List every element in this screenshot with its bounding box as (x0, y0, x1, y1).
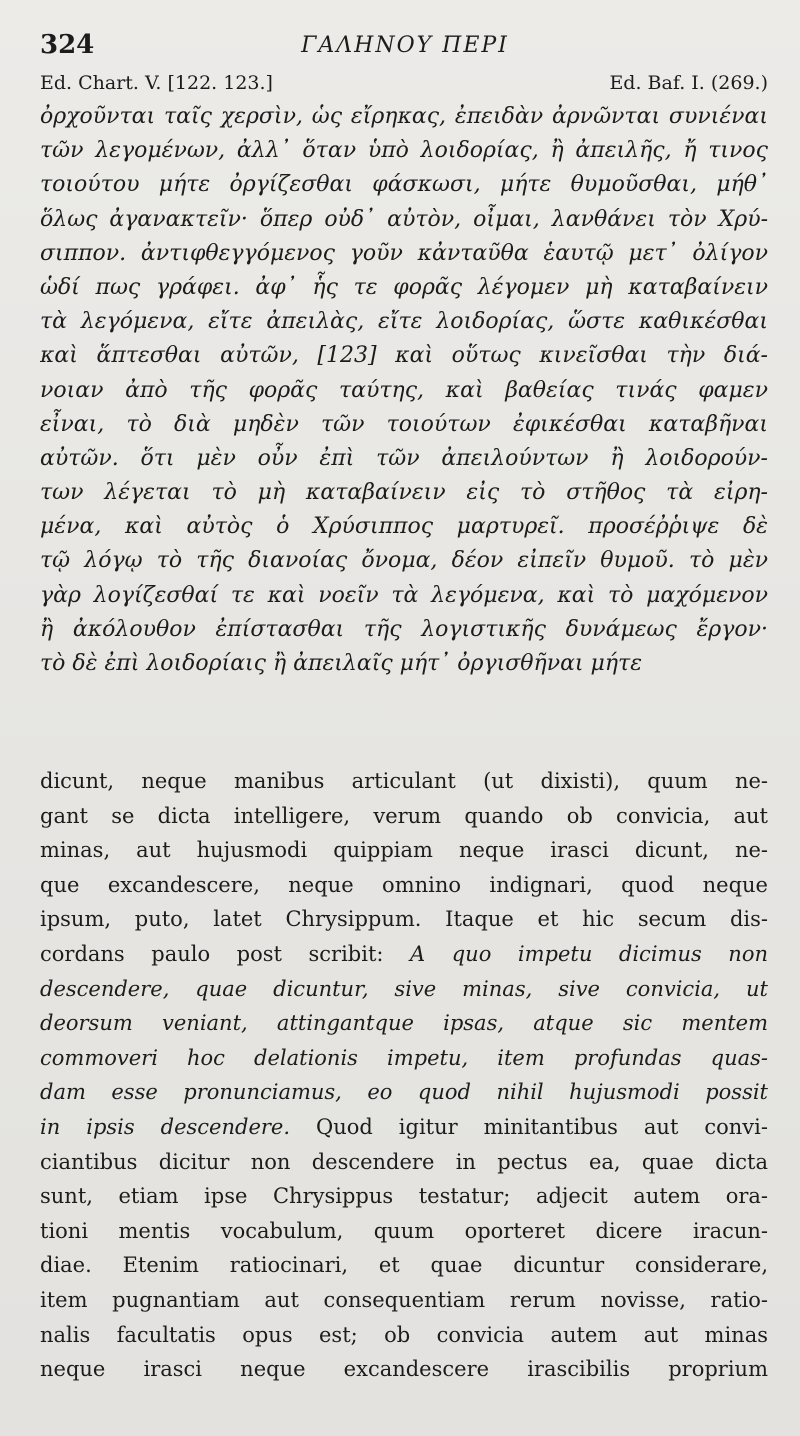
greek-line: μένα, καὶ αὐτὸς ὁ Χρύσιππος μαρτυρεῖ. προσέῤῥιψε δὲ (40, 514, 768, 540)
running-head: ΓΑΛΗΝΟΥ ΠΕΡΙ (301, 33, 509, 58)
latin-text: minas, aut hujusmodi quippiam neque irasci dicunt, ne- (40, 838, 768, 863)
latin-quotation: commoveri hoc delationis impetu, item profundas quas- (40, 1045, 768, 1070)
greek-line: τοιούτου μήτε ὀργίζεσθαι φάσκωσι, μήτε θυμοῦσθαι, μήθ᾽ (40, 172, 768, 198)
greek-line: καὶ ἅπτεσθαι αὐτῶν, [123] καὶ οὕτως κινεῖσθαι τὴν διά- (40, 343, 768, 369)
latin-line (40, 1041, 768, 1076)
latin-line (40, 833, 768, 868)
latin-quotation: dam esse pronunciamus, eo quod nihil hujusmodi possit (40, 1080, 768, 1105)
greek-line: εἶναι, τὸ διὰ μηδὲν τῶν τοιούτων ἐφικέσθαι καταβῆναι (40, 411, 768, 437)
greek-text (40, 100, 768, 681)
latin-quotation: deorsum veniant, attingantque ipsas, atque sic mentem (40, 1011, 768, 1036)
latin-line (40, 1145, 768, 1180)
greek-line: ὅλως ἀγανακτεῖν· ὅπερ οὐδ᾽ αὐτὸν, οἶμαι, λανθάνει τὸν Χρύ- (40, 206, 768, 232)
latin-text: Quod igitur minitantibus aut convi- (290, 1114, 768, 1139)
greek-line: ὡδί πως γράφει. ἀφ᾽ ἧς τε φορᾶς λέγομεν μὴ καταβαίνειν (40, 274, 768, 300)
latin-text: gant se dicta intelligere, verum quando ob convicia, aut (40, 803, 768, 828)
latin-quotation: A quo impetu dicimus non (410, 941, 768, 966)
latin-line (40, 1006, 768, 1041)
greek-line: ἢ ἀκόλουθον ἐπίστασθαι τῆς λογιστικῆς δυνάμεως ἔργον· (40, 616, 768, 642)
latin-text: ciantibus dicitur non descendere in pectus ea, quae dicta (40, 1149, 768, 1174)
latin-text: sunt, etiam ipse Chrysippus testatur; adjecit autem ora- (40, 1184, 768, 1209)
greek-line: τὸ δὲ ἐπὶ λοιδορίαις ἢ ἀπειλαῖς μήτ᾽ ὀργισθῆναι μήτε (40, 651, 643, 676)
latin-line (40, 1283, 768, 1318)
latin-text: ipsum, puto, latet Chrysippum. Itaque et hic secum dis- (40, 907, 768, 932)
latin-line (40, 764, 768, 799)
greek-line: τὰ λεγόμενα, εἴτε ἀπειλὰς, εἴτε λοιδορίας, ὥστε καθικέσθαι (40, 309, 768, 335)
greek-line: των λέγεται τὸ μὴ καταβαίνειν εἰς τὸ στῆθος τὰ εἰρη- (40, 480, 768, 506)
latin-text: nalis facultatis opus est; ob convicia autem aut minas (40, 1322, 768, 1347)
latin-line (40, 937, 768, 972)
latin-text: cordans paulo post scribit: (40, 941, 411, 966)
greek-line: σιππον. ἀντιφθεγγόμενος γοῦν κἀνταῦθα ἑαυτῷ μετ᾽ ὀλίγον (40, 240, 768, 266)
edition-references (40, 72, 768, 98)
latin-line (40, 1075, 768, 1110)
latin-text: tioni mentis vocabulum, quum oporteret dicere iracun- (40, 1218, 768, 1243)
latin-text: que excandescere, neque omnino indignari, quod neque (40, 872, 768, 897)
latin-line (40, 799, 768, 834)
greek-line: αὐτῶν. ὅτι μὲν οὖν ἐπὶ τῶν ἀπειλούντων ἢ λοιδορούν- (40, 445, 768, 471)
latin-line (40, 972, 768, 1007)
latin-quotation: descendere, quae dicuntur, sive minas, sive convicia, ut (40, 976, 768, 1001)
latin-text: diae. Etenim ratiocinari, et quae dicuntur considerare, (40, 1253, 768, 1278)
latin-translation (40, 764, 768, 1387)
latin-line (40, 902, 768, 937)
latin-quotation: in ipsis descendere. (40, 1114, 291, 1139)
latin-line (40, 1248, 768, 1283)
latin-line (40, 1352, 768, 1387)
latin-line (40, 868, 768, 903)
latin-line (40, 1179, 768, 1214)
latin-line (40, 1318, 768, 1353)
edition-reference-basel: Ed. Baf. I. (269.) (609, 72, 768, 94)
greek-line: ὀρχοῦνται ταῖς χερσὶν, ὡς εἴρηκας, ἐπειδὰν ἀρνῶνται συνιέναι (40, 104, 768, 129)
latin-text: dicunt, neque manibus articulant (ut dixisti), quum ne- (40, 769, 768, 793)
latin-text: neque irasci neque excandescere irascibilis proprium (40, 1357, 768, 1382)
latin-text: item pugnantiam aut consequentiam rerum novisse, ratio- (40, 1287, 768, 1312)
greek-line: νοιαν ἀπὸ τῆς φορᾶς ταύτης, καὶ βαθείας τινάς φαμεν (40, 377, 768, 403)
greek-line: τῷ λόγῳ τὸ τῆς διανοίας ὄνομα, δέον εἰπεῖν θυμοῦ. τὸ μὲν (40, 548, 768, 574)
latin-line (40, 1110, 768, 1145)
greek-line: τῶν λεγομένων, ἀλλ᾽ ὅταν ὑπὸ λοιδορίας, ἢ ἀπειλῆς, ἤ τινος (40, 138, 768, 164)
latin-line (40, 1214, 768, 1249)
edition-reference-chart: Ed. Chart. V. [122. 123.] (40, 72, 273, 94)
page-number: 324 (40, 30, 95, 60)
greek-line: γὰρ λογίζεσθαί τε καὶ νοεῖν τὰ λεγόμενα, καὶ τὸ μαχόμενον (40, 582, 768, 608)
page-header (40, 30, 770, 64)
